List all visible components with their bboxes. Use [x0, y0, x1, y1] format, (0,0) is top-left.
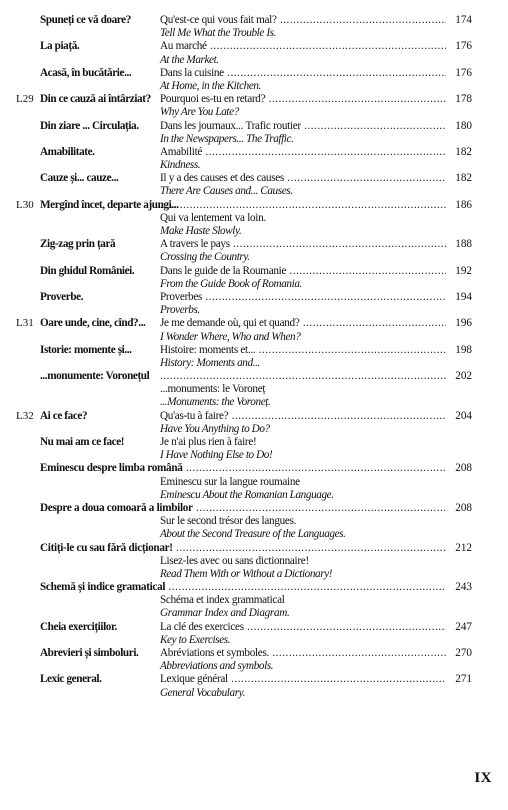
dot-leader [244, 621, 446, 633]
french-title-leader [160, 120, 446, 133]
romanian-title: Oare unde, cine, cînd?... [40, 317, 146, 330]
dot-leader [193, 502, 446, 514]
french-title: Je me demande où, qui et quand? [160, 317, 300, 330]
toc-entry [0, 462, 508, 502]
french-title: Schéma et index grammatical [160, 594, 285, 607]
dot-leader [228, 673, 446, 685]
page-ref: 208 [455, 501, 472, 514]
romanian-title: Abrevieri și simboluri. [40, 647, 139, 659]
english-title: Have You Anything to Do? [160, 422, 270, 435]
english-title: Why Are You Late? [160, 106, 239, 119]
romanian-title: Din ghidul României. [40, 264, 135, 277]
page-ref: 202 [455, 370, 472, 383]
english-title: History: Moments and... [160, 356, 260, 369]
french-title-leader [160, 40, 446, 53]
toc-entry [0, 265, 508, 291]
french-title-leader [160, 67, 446, 80]
toc-entry [0, 436, 508, 462]
toc-entry [0, 146, 508, 172]
french-title-leader [160, 14, 446, 27]
toc-entry [0, 542, 508, 582]
toc-entry [0, 199, 508, 239]
page-ref: 176 [455, 66, 472, 79]
dot-leader [207, 40, 446, 52]
dot-leader [224, 67, 446, 79]
english-title: Abbreviations and symbols. [160, 660, 274, 673]
dot-leader [269, 647, 446, 659]
toc-main-line [0, 93, 508, 106]
english-title: I Have Nothing Else to Do! [160, 449, 273, 462]
english-title: Read Them With or Without a Dictionary! [160, 567, 333, 580]
page-number: IX [474, 770, 492, 786]
toc-entry [0, 673, 508, 699]
french-title: A travers le pays [160, 238, 230, 251]
page-ref: 188 [455, 238, 472, 251]
romanian-title: La piață. [40, 40, 80, 53]
french-title: Abréviations et symboles. [160, 647, 270, 659]
french-title-leader [160, 436, 446, 449]
page-ref: 247 [455, 620, 472, 633]
french-title: Pourquoi es-tu en retard? [160, 93, 266, 106]
toc-entry [0, 67, 508, 93]
table-of-contents [0, 14, 508, 700]
romanian-title-leader [40, 581, 446, 594]
page-ref: 192 [455, 264, 472, 277]
toc-entry [0, 120, 508, 146]
page-ref: 271 [455, 673, 472, 686]
romanian-title-leader [40, 502, 446, 515]
french-title: Je n'ai plus rien à faire! [160, 436, 257, 448]
toc-main-line [0, 265, 508, 278]
toc-main-line [0, 14, 508, 27]
toc-entry [0, 14, 508, 40]
dot-leader [265, 93, 446, 105]
french-title: Sur le second trésor des langues. [160, 515, 297, 528]
dot-leader [173, 542, 446, 554]
french-title-leader [160, 291, 446, 304]
page-ref: 182 [455, 172, 472, 185]
english-title: Eminescu About the Romanian Language. [160, 488, 334, 501]
toc-main-line [0, 146, 508, 159]
toc-entry [0, 647, 508, 673]
english-title: Proverbs. [160, 304, 200, 317]
romanian-title: Schemă și indice gramatical [40, 581, 166, 594]
french-title: Il y a des causes et des causes [160, 172, 284, 185]
romanian-title: Acasă, în bucătărie... [40, 66, 132, 79]
english-title: At the Market. [160, 53, 219, 66]
lesson-marker: L30 [16, 198, 34, 211]
romanian-title: Ai ce face? [40, 409, 88, 422]
english-title: ...Monuments: the Voroneț. [160, 396, 271, 409]
toc-entry [0, 410, 508, 436]
toc-entry [0, 93, 508, 119]
french-title: Amabilité [160, 145, 203, 158]
page-ref: 270 [455, 647, 472, 659]
dot-leader [160, 199, 446, 211]
french-title-leader [160, 621, 446, 634]
toc-main-line [0, 410, 508, 423]
french-title: Eminescu sur la langue roumaine [160, 475, 300, 488]
dot-leader [284, 172, 446, 184]
english-title: Make Haste Slowly. [160, 225, 242, 237]
toc-entry [0, 581, 508, 621]
page-ref: 204 [455, 409, 472, 422]
romanian-title: Eminescu despre limba română [40, 462, 183, 475]
lesson-marker: L32 [16, 409, 34, 422]
french-title: Qui va lentement va loin. [160, 211, 266, 224]
toc-main-line [0, 120, 508, 133]
english-title: From the Guide Book of Romania. [160, 277, 302, 290]
french-title-leader [160, 265, 446, 278]
toc-entry [0, 172, 508, 198]
french-title-leader [160, 344, 446, 357]
dot-leader [230, 238, 446, 250]
dot-leader [255, 344, 446, 356]
lesson-marker: L31 [16, 317, 34, 330]
french-title: Dans la cuisine [160, 66, 224, 79]
dot-leader [300, 317, 446, 329]
romanian-title: Cauze și... cauze... [40, 172, 119, 185]
english-title: Tell Me What the Trouble Is. [160, 27, 277, 40]
toc-main-line [0, 502, 508, 515]
romanian-title: Despre a doua comoară a limbilor [40, 501, 193, 514]
dot-leader [183, 462, 446, 474]
toc-main-line [0, 462, 508, 475]
toc-entry [0, 291, 508, 317]
english-title: Grammar Index and Diagram. [160, 607, 290, 620]
toc-entry [0, 40, 508, 66]
french-title-leader [160, 370, 446, 383]
english-title: There Are Causes and... Causes. [160, 185, 293, 198]
toc-entry [0, 502, 508, 542]
french-title-leader [160, 673, 446, 686]
french-title: La clé des exercices [160, 620, 244, 633]
english-title: At Home, in the Kitchen. [160, 79, 262, 92]
french-title-leader [160, 93, 446, 106]
french-title: Dans les journaux... Trafic routier [160, 119, 301, 132]
page-ref: 198 [455, 343, 472, 356]
page-ref: 174 [455, 14, 472, 26]
toc-main-line [0, 199, 508, 212]
page-ref: 212 [455, 541, 472, 554]
toc-main-line [0, 581, 508, 594]
page-ref: 176 [455, 40, 472, 53]
romanian-title: Lexic general. [40, 673, 102, 686]
english-title: About the Second Treasure of the Languages. [160, 528, 346, 541]
french-title-leader [160, 199, 446, 212]
toc-entry [0, 621, 508, 647]
toc-entry [0, 370, 508, 410]
toc-entry [0, 317, 508, 343]
page-ref: 196 [455, 317, 472, 330]
toc-main-line [0, 238, 508, 251]
dot-leader [228, 410, 446, 422]
romanian-title-leader [40, 542, 446, 555]
page-ref: 178 [455, 93, 472, 106]
english-title: In the Newspapers... The Traffic. [160, 132, 294, 145]
french-title: Dans le guide de la Roumanie [160, 264, 287, 277]
toc-entry [0, 238, 508, 264]
toc-main-line [0, 172, 508, 185]
toc-main-line [0, 317, 508, 330]
romanian-title: Amabilitate. [40, 145, 95, 158]
english-title: Crossing the Country. [160, 251, 250, 264]
page-ref: 180 [455, 119, 472, 132]
french-title: Proverbes [160, 290, 203, 303]
dot-leader [165, 581, 446, 593]
french-title: Qu'as-tu à faire? [160, 409, 229, 422]
toc-main-line [0, 647, 508, 660]
dot-leader [286, 265, 446, 277]
romanian-title: Spuneți ce vă doare? [40, 14, 131, 26]
french-title: ...monuments: le Voroneț [160, 383, 266, 396]
toc-main-line [0, 370, 508, 383]
page-ref: 186 [455, 198, 472, 211]
page-ref: 182 [455, 145, 472, 158]
english-title: General Vocabulary. [160, 686, 245, 699]
dot-leader [277, 14, 446, 26]
french-title: Lexique général [160, 673, 228, 686]
romanian-title: Mergînd încet, departe ajungi... [40, 198, 179, 211]
toc-entry [0, 344, 508, 370]
english-title: I Wonder Where, Who and When? [160, 330, 301, 343]
french-title: Au marché [160, 40, 207, 53]
dot-leader [301, 120, 446, 132]
page-ref: 208 [455, 462, 472, 475]
page-ref: 243 [455, 581, 472, 594]
french-title: Lisez-les avec ou sans dictionnaire! [160, 554, 309, 567]
french-title-leader [160, 317, 446, 330]
toc-main-line [0, 436, 508, 449]
dot-leader [202, 291, 446, 303]
romanian-title-leader [40, 462, 446, 475]
french-title-leader [160, 410, 446, 423]
romanian-title: Zig-zag prin țară [40, 238, 116, 251]
french-title-leader [160, 647, 446, 660]
toc-main-line [0, 67, 508, 80]
dot-leader [202, 146, 446, 158]
lesson-marker: L29 [16, 93, 34, 106]
romanian-title: Din ce cauză ai întârziat? [40, 93, 151, 106]
romanian-title: Cheia exercițiilor. [40, 620, 117, 633]
page-ref: 194 [455, 290, 472, 303]
english-title: Kindness. [160, 159, 201, 172]
romanian-title: Proverbe. [40, 290, 84, 303]
toc-main-line [0, 344, 508, 357]
romanian-title: ...monumente: Voronețul [40, 370, 150, 383]
french-title-leader [160, 146, 446, 159]
toc-main-line [0, 291, 508, 304]
romanian-title: Istorie: momente și... [40, 343, 132, 356]
toc-main-line [0, 673, 508, 686]
toc-main-line [0, 542, 508, 555]
english-title: Key to Exercises. [160, 633, 231, 646]
french-title: Histoire: moments et... [160, 343, 256, 356]
romanian-title: Citiți-le cu sau fără dicționar! [40, 541, 173, 554]
romanian-title: Din ziare ... Circulația. [40, 119, 139, 132]
french-title-leader [160, 172, 446, 185]
toc-main-line [0, 40, 508, 53]
romanian-title: Nu mai am ce face! [40, 436, 125, 448]
dot-leader [160, 370, 446, 382]
french-title: Qu'est-ce qui vous fait mal? [160, 14, 277, 26]
toc-main-line [0, 621, 508, 634]
french-title-leader [160, 238, 446, 251]
